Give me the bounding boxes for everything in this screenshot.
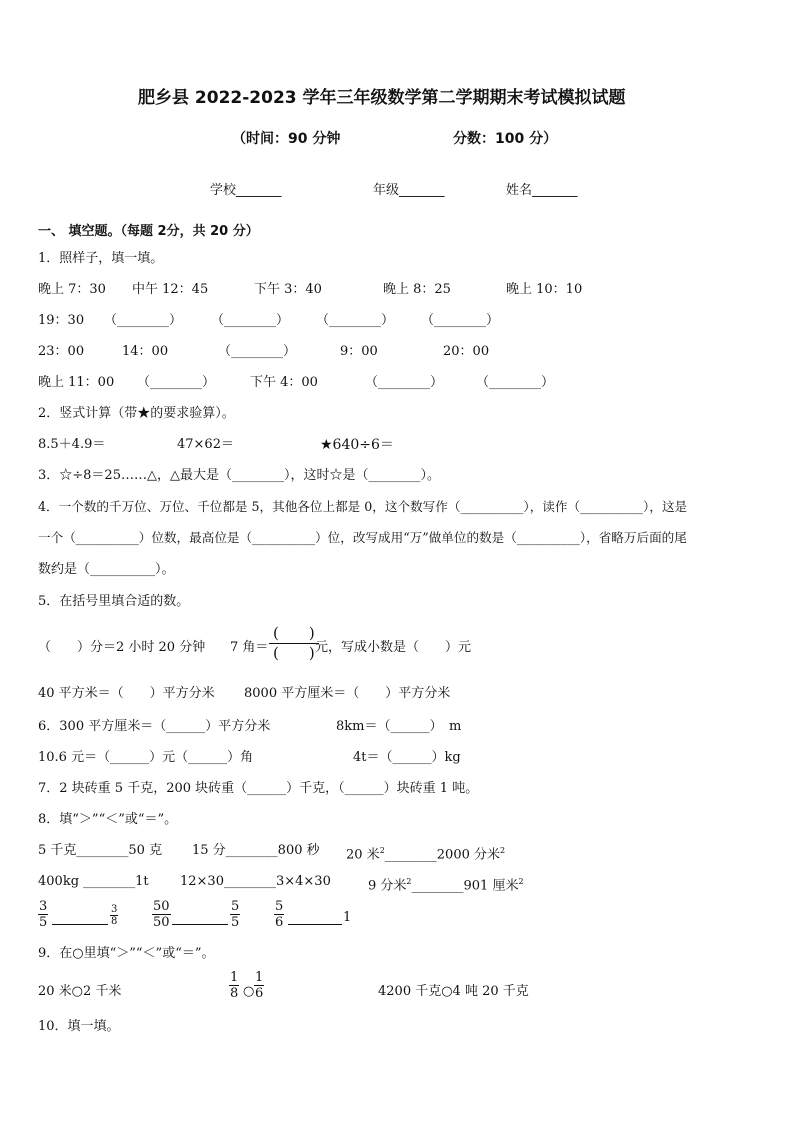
q2-item: 47×62＝	[177, 437, 234, 452]
section-heading: 一、 填空题。（每题 2分，共 20 分）	[38, 224, 259, 239]
fraction: $\frac{1}{6}$	[255, 970, 264, 1001]
q8-item: 20 米$^2$________2000 分米$^2$	[346, 846, 506, 863]
fraction: $\frac{3}{5}$	[39, 899, 48, 930]
q8-item: 12×30________3×4×30	[180, 874, 331, 889]
fraction: $\frac{5}{6}$	[275, 899, 284, 930]
q1-cell: 晚上 11：00	[38, 375, 115, 390]
question-3: 3．☆÷8＝25……△，△最大是（________），这时☆是（________）。	[38, 468, 440, 483]
q1-cell: 9：00	[340, 344, 378, 359]
q1-cell: 下午 4：00	[250, 375, 318, 390]
q1-cell: 晚上 10：10	[506, 282, 583, 297]
q5-item: （ ）分＝2 小时 20 分钟	[38, 640, 206, 655]
exam-time: （时间：90 分钟	[232, 131, 341, 147]
q1-answer-blank: （________）	[218, 344, 297, 359]
q8-rhs: 1	[343, 910, 352, 925]
question-4-line: 一个（__________）位数，最高位是（__________）位，改写成用“万”做单位的数是（__________），省略万后面的尾	[38, 530, 687, 545]
q8-item: 9 分米$^2$________901 厘米$^2$	[368, 877, 524, 894]
answer-line	[52, 912, 108, 925]
question-10-stem: 10．填一填。	[38, 1019, 120, 1034]
fraction-denominator: ( )	[273, 644, 315, 662]
question-4-line: 数约是（__________）。	[38, 562, 175, 577]
q5-fraction-blank	[269, 624, 319, 663]
q1-cell: 23：00	[38, 344, 85, 359]
q2-item: 8.5＋4.9＝	[38, 437, 106, 452]
q9-item: 20 米○2 千米	[38, 984, 122, 999]
question-9-stem: 9．在○里填“＞”“＜”或“＝”。	[38, 946, 215, 961]
q2-item-starred: ★640÷6＝	[320, 437, 394, 453]
question-5-stem: 5．在括号里填合适的数。	[38, 594, 190, 609]
q1-cell: 20：00	[443, 344, 490, 359]
q9-item: 4200 千克○4 吨 20 千克	[378, 984, 529, 999]
compare-circle: ○	[243, 984, 255, 999]
q1-answer-blank: （________）	[365, 375, 444, 390]
question-7: 7．2 块砖重 5 千克，200 块砖重（______）千克，（______）块砖重 1 吨。	[38, 781, 479, 796]
q5-item: 元，写成小数是（ ）元	[315, 640, 472, 655]
q8-item: 15 分________800 秒	[192, 843, 320, 858]
question-6-item: 4t＝（______）kg	[353, 750, 461, 765]
q1-answer-blank: （________）	[316, 313, 395, 328]
q8-item: 400kg ________1t	[38, 874, 149, 889]
question-6-item: 10.6 元＝（______）元（______）角	[38, 750, 254, 765]
q1-cell: 19：30	[38, 313, 85, 328]
q1-cell: 下午 3：40	[254, 282, 322, 297]
fraction: $\frac{3}{8}$	[111, 904, 118, 927]
q1-cell: 晚上 7：30	[38, 282, 106, 297]
question-1-stem: 1．照样子，填一填。	[38, 251, 164, 266]
page-title: 肥乡县 2022-2023 学年三年级数学第二学期期末考试模拟试题	[138, 88, 626, 108]
fraction: $\frac{5}{5}$	[231, 899, 240, 930]
q5-item: 40 平方米＝（ ）平方分米	[38, 686, 215, 701]
q8-item: 5 千克________50 克	[38, 843, 163, 858]
q1-answer-blank: （________）	[211, 313, 290, 328]
fraction: $\frac{1}{8}$	[230, 970, 239, 1001]
question-4-line: 4．一个数的千万位、万位、千位都是 5，其他各位上都是 0，这个数写作（__________），读作（__________），这是	[38, 499, 688, 514]
answer-line	[172, 912, 228, 925]
question-2-stem: 2．竖式计算（带★的要求验算）。	[38, 406, 235, 421]
answer-line	[288, 912, 342, 925]
fraction: $\frac{50}{50}$	[153, 899, 170, 930]
question-8-stem: 8．填“＞”“＜”或“＝”。	[38, 812, 178, 827]
q1-answer-blank: （________）	[104, 313, 183, 328]
q1-cell: 晚上 8：25	[383, 282, 451, 297]
question-6-item: 8km＝（______） m	[336, 719, 462, 734]
q5-item: 7 角＝	[230, 640, 269, 655]
fraction-numerator: ( )	[269, 624, 319, 644]
question-6-item: 6．300 平方厘米＝（______）平方分米	[38, 719, 271, 734]
q1-answer-blank: （________）	[137, 375, 216, 390]
exam-score: 分数：100 分）	[453, 131, 558, 147]
school-field: 学校_______	[210, 183, 282, 198]
grade-field: 年级_______	[373, 183, 445, 198]
q1-answer-blank: （________）	[421, 313, 500, 328]
q1-cell: 中午 12：45	[132, 282, 209, 297]
q5-item: 8000 平方厘米＝（ ）平方分米	[244, 686, 451, 701]
q1-cell: 14：00	[122, 344, 169, 359]
name-field: 姓名_______	[506, 183, 578, 198]
q1-answer-blank: （________）	[476, 375, 555, 390]
